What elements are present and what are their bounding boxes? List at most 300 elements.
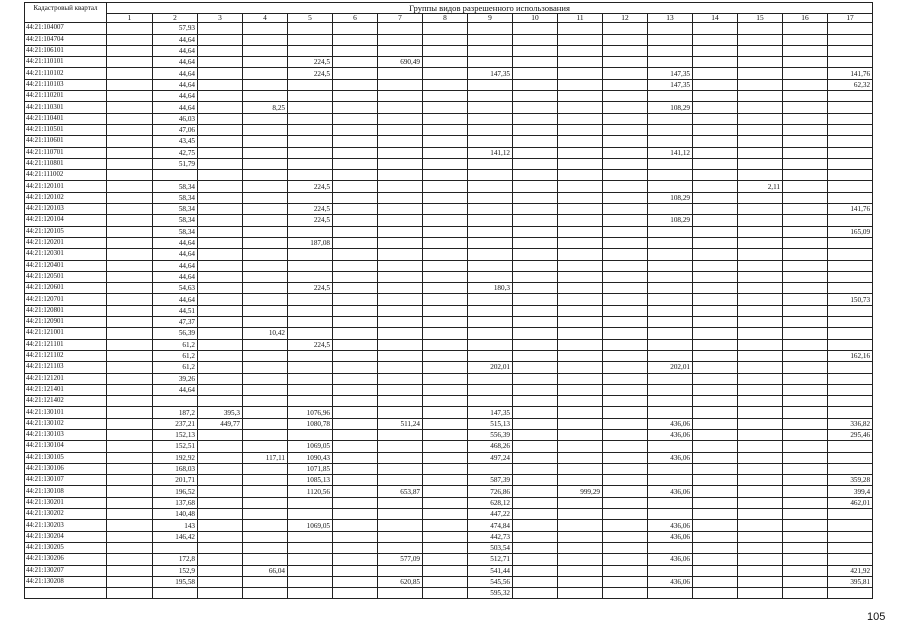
rate-cell: [513, 158, 558, 169]
rate-cell: [513, 509, 558, 520]
rate-cell: [378, 181, 423, 192]
table-row: [25, 486, 873, 497]
rate-cell: [333, 362, 378, 373]
rate-cell: [603, 124, 648, 135]
table-row: [25, 147, 873, 158]
rate-cell: [107, 271, 153, 282]
rate-cell: [603, 396, 648, 407]
rate-cell: 43,45: [153, 136, 198, 147]
rate-cell: [558, 249, 603, 260]
rate-cell: [513, 124, 558, 135]
rate-cell: [783, 192, 828, 203]
rate-cell: [558, 565, 603, 576]
rate-cell: [603, 339, 648, 350]
rate-cell: [378, 136, 423, 147]
rate-cell: [243, 79, 288, 90]
rate-cell: 44,64: [153, 57, 198, 68]
rate-cell: [198, 542, 243, 553]
rate-cell: [423, 23, 468, 34]
rate-cell: [648, 463, 693, 474]
rate-cell: [288, 192, 333, 203]
rate-cell: [693, 339, 738, 350]
table-row: [25, 45, 873, 56]
rate-cell: [603, 294, 648, 305]
rate-cell: 108,29: [648, 192, 693, 203]
rate-cell: [468, 204, 513, 215]
rate-cell: [783, 226, 828, 237]
rate-cell: [828, 328, 873, 339]
rate-cell: [198, 215, 243, 226]
rate-cell: 436,06: [648, 418, 693, 429]
rate-cell: [693, 452, 738, 463]
cadastral-quarter: 44:21:130103: [25, 429, 107, 440]
rate-cell: [648, 34, 693, 45]
rate-cell: [513, 373, 558, 384]
rate-cell: [693, 23, 738, 34]
rate-cell: 152,9: [153, 565, 198, 576]
rate-cell: [333, 520, 378, 531]
rate-cell: [513, 113, 558, 124]
rate-cell: [333, 226, 378, 237]
rate-cell: [468, 384, 513, 395]
rate-cell: [648, 588, 693, 599]
rate-cell: 47,37: [153, 317, 198, 328]
rate-cell: 726,86: [468, 486, 513, 497]
table-row: [25, 237, 873, 248]
rate-cell: [288, 79, 333, 90]
rate-cell: [603, 384, 648, 395]
rate-cell: [288, 576, 333, 587]
rate-cell: [288, 317, 333, 328]
rate-cell: [198, 237, 243, 248]
column-number-row: [25, 14, 873, 23]
rate-cell: [603, 441, 648, 452]
rate-cell: [333, 418, 378, 429]
rate-cell: [378, 339, 423, 350]
rate-cell: 141,12: [648, 147, 693, 158]
rate-cell: [423, 102, 468, 113]
rate-cell: 147,35: [648, 79, 693, 90]
rate-cell: [783, 170, 828, 181]
rate-cell: [423, 429, 468, 440]
rate-cell: [738, 215, 783, 226]
rate-cell: [378, 68, 423, 79]
rate-cell: 474,84: [468, 520, 513, 531]
rate-cell: [558, 79, 603, 90]
rate-cell: [198, 475, 243, 486]
rate-cell: 108,29: [648, 215, 693, 226]
cadastral-quarter: 44:21:130101: [25, 407, 107, 418]
rate-cell: [783, 362, 828, 373]
rate-cell: [107, 576, 153, 587]
cadastral-quarter: 44:21:110601: [25, 136, 107, 147]
rate-cell: [558, 588, 603, 599]
rate-cell: 47,06: [153, 124, 198, 135]
rate-cell: 503,54: [468, 542, 513, 553]
rate-cell: [198, 520, 243, 531]
rate-cell: [468, 192, 513, 203]
rate-cell: 146,42: [153, 531, 198, 542]
rate-cell: [423, 271, 468, 282]
rate-cell: [693, 317, 738, 328]
rate-cell: [648, 294, 693, 305]
rate-cell: [423, 226, 468, 237]
rate-cell: [243, 339, 288, 350]
rate-cell: [198, 339, 243, 350]
cadastral-quarter: 44:21:110103: [25, 79, 107, 90]
rate-cell: [107, 486, 153, 497]
rate-cell: [603, 520, 648, 531]
rate-cell: [423, 57, 468, 68]
rate-cell: [693, 407, 738, 418]
rate-cell: [107, 226, 153, 237]
rate-cell: [513, 497, 558, 508]
rate-cell: [198, 170, 243, 181]
table-row: [25, 384, 873, 395]
rate-cell: [648, 339, 693, 350]
rate-cell: [107, 305, 153, 316]
rate-cell: [783, 249, 828, 260]
rate-cell: [828, 215, 873, 226]
rate-cell: [333, 204, 378, 215]
cadastral-quarter: 44:21:130105: [25, 452, 107, 463]
rate-cell: [558, 181, 603, 192]
rate-cell: 224,5: [288, 204, 333, 215]
rate-cell: [783, 452, 828, 463]
table-row: [25, 531, 873, 542]
cadastral-quarter: 44:21:121001: [25, 328, 107, 339]
rate-cell: 497,24: [468, 452, 513, 463]
rate-cell: [107, 339, 153, 350]
rate-cell: 147,35: [468, 68, 513, 79]
rate-cell: [828, 520, 873, 531]
rate-cell: 436,06: [648, 576, 693, 587]
rate-cell: [558, 452, 603, 463]
rate-cell: [243, 350, 288, 361]
rate-cell: [198, 249, 243, 260]
cadastral-quarter: 44:21:110301: [25, 102, 107, 113]
rate-cell: [468, 328, 513, 339]
rate-cell: [378, 475, 423, 486]
page-number: 105: [867, 611, 886, 623]
rate-cell: [107, 407, 153, 418]
rate-cell: 421,92: [828, 565, 873, 576]
cadastral-quarter: 44:21:120601: [25, 283, 107, 294]
rate-cell: [198, 429, 243, 440]
rate-cell: [243, 418, 288, 429]
rate-cell: [378, 463, 423, 474]
rate-cell: [288, 147, 333, 158]
rate-cell: [513, 181, 558, 192]
table-row: [25, 79, 873, 90]
rate-cell: 46,03: [153, 113, 198, 124]
rate-cell: [107, 79, 153, 90]
rate-cell: [378, 429, 423, 440]
rate-cell: [288, 113, 333, 124]
rate-cell: [513, 305, 558, 316]
rate-cell: [603, 542, 648, 553]
rate-cell: [378, 249, 423, 260]
rate-cell: [468, 317, 513, 328]
rate-cell: 141,76: [828, 204, 873, 215]
rate-cell: 61,2: [153, 362, 198, 373]
column-number: 8: [423, 14, 468, 23]
rate-cell: [513, 463, 558, 474]
rate-cell: [738, 34, 783, 45]
rate-cell: [738, 520, 783, 531]
table-row: [25, 294, 873, 305]
rate-cell: [333, 328, 378, 339]
rate-cell: [107, 588, 153, 599]
rate-cell: [198, 113, 243, 124]
rate-cell: [828, 452, 873, 463]
rate-cell: [378, 350, 423, 361]
rate-cell: 462,01: [828, 497, 873, 508]
rate-cell: [107, 475, 153, 486]
rate-cell: [468, 294, 513, 305]
rate-cell: [783, 283, 828, 294]
rate-cell: [648, 384, 693, 395]
rate-cell: 1069,05: [288, 520, 333, 531]
rate-cell: [558, 350, 603, 361]
rate-cell: [783, 34, 828, 45]
cadastral-quarter: 44:21:110401: [25, 113, 107, 124]
rate-cell: 1080,78: [288, 418, 333, 429]
table-row: [25, 68, 873, 79]
rate-cell: [378, 34, 423, 45]
cadastral-quarter: 44:21:110801: [25, 158, 107, 169]
rate-cell: [288, 260, 333, 271]
cadastral-quarter: 44:21:130207: [25, 565, 107, 576]
rate-cell: 152,51: [153, 441, 198, 452]
rate-cell: [423, 486, 468, 497]
rate-cell: [288, 542, 333, 553]
cadastral-quarter: 44:21:120301: [25, 249, 107, 260]
rate-cell: [558, 305, 603, 316]
rate-cell: [603, 136, 648, 147]
rate-cell: [603, 554, 648, 565]
rate-cell: 653,87: [378, 486, 423, 497]
rate-cell: [738, 418, 783, 429]
rate-cell: [198, 34, 243, 45]
rate-cell: [693, 565, 738, 576]
rate-cell: [693, 542, 738, 553]
rate-cell: [738, 237, 783, 248]
rate-cell: 999,29: [558, 486, 603, 497]
rate-cell: [603, 475, 648, 486]
rate-cell: [288, 249, 333, 260]
rate-cell: [603, 57, 648, 68]
table-row: [25, 57, 873, 68]
rate-cell: [423, 260, 468, 271]
rate-cell: [648, 497, 693, 508]
rate-cell: [288, 102, 333, 113]
cadastral-quarter: 44:21:104704: [25, 34, 107, 45]
rate-cell: [107, 204, 153, 215]
rate-cell: [738, 102, 783, 113]
table-row: [25, 407, 873, 418]
rate-cell: [603, 204, 648, 215]
rate-cell: [198, 204, 243, 215]
rate-cell: [333, 452, 378, 463]
rate-cell: [828, 588, 873, 599]
rate-cell: [738, 305, 783, 316]
rate-cell: [513, 170, 558, 181]
rate-cell: [468, 305, 513, 316]
rate-cell: [243, 249, 288, 260]
rate-cell: [107, 554, 153, 565]
rate-cell: [738, 362, 783, 373]
header-row: [25, 3, 873, 14]
rate-cell: [153, 542, 198, 553]
rate-cell: 187,2: [153, 407, 198, 418]
rate-cell: 108,29: [648, 102, 693, 113]
rate-cell: [468, 136, 513, 147]
rate-cell: [107, 249, 153, 260]
rate-cell: [558, 192, 603, 203]
rate-cell: 436,06: [648, 452, 693, 463]
rate-cell: [423, 170, 468, 181]
rate-cell: [243, 181, 288, 192]
rate-cell: [423, 588, 468, 599]
rate-cell: [513, 554, 558, 565]
rate-cell: [378, 147, 423, 158]
rate-cell: [107, 509, 153, 520]
rate-cell: [333, 147, 378, 158]
rate-cell: [828, 57, 873, 68]
rate-cell: [738, 249, 783, 260]
rate-cell: [693, 237, 738, 248]
table-row: [25, 463, 873, 474]
rate-cell: [558, 102, 603, 113]
rate-cell: [107, 34, 153, 45]
cadastral-quarter: 44:21:104007: [25, 23, 107, 34]
rate-cell: [513, 192, 558, 203]
rate-cell: [243, 57, 288, 68]
rate-cell: [513, 237, 558, 248]
rate-cell: [423, 158, 468, 169]
rate-cell: 44,64: [153, 34, 198, 45]
rate-cell: [513, 204, 558, 215]
rate-cell: [783, 520, 828, 531]
rate-cell: [107, 68, 153, 79]
rate-cell: [333, 373, 378, 384]
rate-cell: [513, 452, 558, 463]
rate-cell: [198, 588, 243, 599]
rate-cell: 140,48: [153, 509, 198, 520]
rate-cell: [423, 305, 468, 316]
rate-cell: [198, 486, 243, 497]
rate-cell: [513, 147, 558, 158]
table-row: [25, 283, 873, 294]
rate-cell: [288, 373, 333, 384]
rate-cell: [828, 407, 873, 418]
rate-cell: [423, 362, 468, 373]
rate-cell: [603, 486, 648, 497]
rate-cell: [333, 350, 378, 361]
rate-cell: [288, 497, 333, 508]
rate-cell: [107, 124, 153, 135]
rate-cell: [243, 192, 288, 203]
rate-cell: [783, 136, 828, 147]
cadastral-header: Кадастровый квартал: [25, 3, 107, 23]
rate-cell: [693, 463, 738, 474]
rate-cell: [107, 497, 153, 508]
rate-cell: [423, 576, 468, 587]
rate-cell: 202,01: [648, 362, 693, 373]
table-row: [25, 576, 873, 587]
rate-cell: [648, 260, 693, 271]
rate-cell: [423, 215, 468, 226]
rate-cell: 587,39: [468, 475, 513, 486]
rate-cell: [198, 441, 243, 452]
rate-cell: 224,5: [288, 215, 333, 226]
rate-cell: [288, 429, 333, 440]
rate-cell: [693, 554, 738, 565]
rate-cell: [423, 463, 468, 474]
rate-cell: [198, 260, 243, 271]
rate-cell: [513, 486, 558, 497]
rate-cell: [693, 260, 738, 271]
rate-cell: [648, 396, 693, 407]
cadastral-quarter: 44:21:110101: [25, 57, 107, 68]
rate-cell: [558, 531, 603, 542]
rate-cell: [558, 317, 603, 328]
rate-cell: [333, 249, 378, 260]
rate-cell: [378, 102, 423, 113]
rate-cell: [333, 384, 378, 395]
rate-cell: [738, 531, 783, 542]
rate-cell: [333, 475, 378, 486]
rate-cell: [288, 34, 333, 45]
table-row: [25, 226, 873, 237]
rate-cell: [107, 237, 153, 248]
rate-cell: [693, 68, 738, 79]
rate-cell: [243, 45, 288, 56]
table-row: [25, 418, 873, 429]
rate-cell: [198, 384, 243, 395]
rate-cell: [828, 271, 873, 282]
table-row: [25, 102, 873, 113]
rate-cell: [513, 57, 558, 68]
cadastral-quarter: 44:21:120105: [25, 226, 107, 237]
rate-cell: 61,2: [153, 339, 198, 350]
rate-cell: [693, 531, 738, 542]
rate-cell: [828, 305, 873, 316]
rate-cell: 295,46: [828, 429, 873, 440]
rate-cell: [558, 124, 603, 135]
rate-cell: 202,01: [468, 362, 513, 373]
rate-cell: [243, 271, 288, 282]
cadastral-quarter: 44:21:120101: [25, 181, 107, 192]
rate-cell: [603, 452, 648, 463]
rate-cell: 395,81: [828, 576, 873, 587]
rate-cell: 44,64: [153, 260, 198, 271]
rate-cell: 515,13: [468, 418, 513, 429]
rate-cell: [378, 317, 423, 328]
rate-cell: [738, 554, 783, 565]
rate-cell: [558, 158, 603, 169]
rate-cell: [783, 486, 828, 497]
rate-cell: 192,92: [153, 452, 198, 463]
rate-cell: [198, 23, 243, 34]
cadastral-quarter: 44:21:130108: [25, 486, 107, 497]
rate-cell: [603, 576, 648, 587]
rate-cell: [558, 45, 603, 56]
rate-cell: 224,5: [288, 181, 333, 192]
rate-cell: [288, 294, 333, 305]
rate-cell: [693, 509, 738, 520]
